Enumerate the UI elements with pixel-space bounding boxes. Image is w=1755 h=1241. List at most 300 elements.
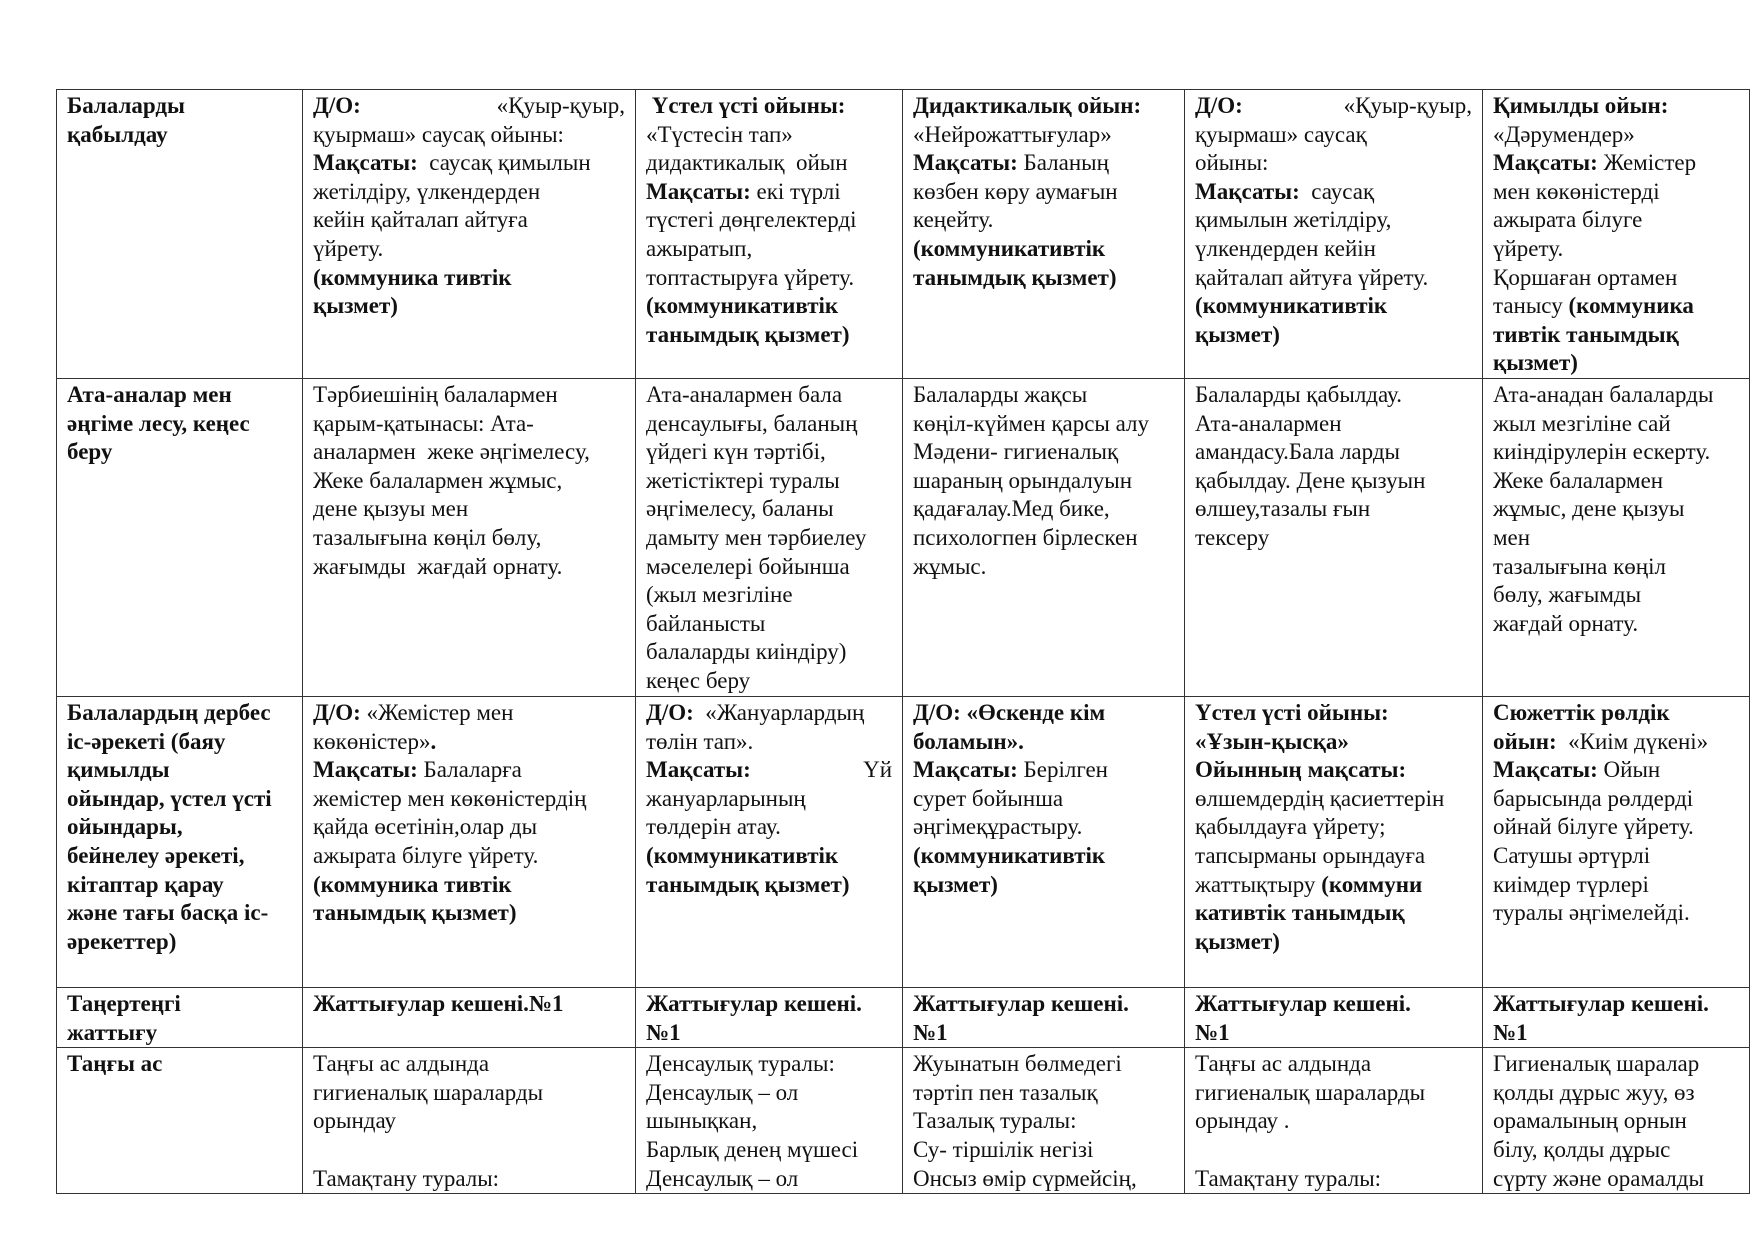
cell-line — [313, 206, 625, 235]
text: Ата-анадан балаларды — [1493, 382, 1714, 407]
table-cell-col-5 — [1483, 379, 1750, 697]
text: жаттықтыру — [1195, 871, 1322, 897]
cell-line — [913, 1050, 1174, 1079]
cell-line — [1493, 1136, 1739, 1165]
cell-line — [913, 1136, 1174, 1165]
cell-line — [1195, 728, 1472, 757]
cell-line — [1195, 178, 1472, 207]
table-cell-col-2 — [636, 379, 903, 697]
cell-line — [313, 871, 625, 900]
row-header-line: Таңғы ас — [67, 1051, 163, 1077]
cell-line — [1493, 149, 1739, 178]
bold-text: танымдық қызмет) — [313, 900, 517, 926]
bold-text: кативтік танымдық — [1195, 900, 1405, 926]
cell-line — [646, 121, 892, 150]
text: «Қуыр-қуыр, — [1242, 93, 1472, 118]
cell-line — [1195, 990, 1472, 1019]
cell-line — [313, 785, 625, 814]
text: Тазалық туралы: — [913, 1108, 1077, 1134]
text: жұмыс. — [913, 553, 987, 579]
cell-line — [1195, 1107, 1472, 1136]
row-header-line: кітаптар қарау — [67, 871, 224, 897]
bold-text: Қимылды ойын: — [1493, 93, 1669, 118]
cell-line — [913, 264, 1174, 293]
cell-line — [913, 553, 1174, 582]
text: жетілдіру, үлкендерден — [313, 178, 541, 204]
bold-text: (коммуникативтік — [913, 842, 1106, 868]
cell-line — [1493, 756, 1739, 785]
text: қуырмаш» саусақ ойыны: — [313, 121, 564, 147]
bold-text: (коммуникативтік — [1195, 293, 1388, 319]
cell-line — [313, 381, 625, 410]
cell-line — [313, 1165, 625, 1194]
text: төлін тап». — [646, 728, 754, 754]
cell-line — [313, 467, 625, 496]
bold-text: қызмет) — [1195, 928, 1280, 954]
text: Жуынатын бөлмедегі — [913, 1051, 1122, 1077]
text: тапсырманы орындауға — [1195, 842, 1426, 868]
cell-line — [313, 92, 625, 121]
text: Балаларды қабылдау. — [1195, 382, 1402, 407]
table-row — [57, 1048, 1750, 1194]
bold-text: Д/О: — [313, 700, 361, 725]
text: Су- тіршілік негізі — [913, 1136, 1094, 1162]
row-header-line: Ата-аналар мен — [67, 382, 232, 407]
text: Қоршаған ортамен — [1493, 264, 1678, 290]
text: қуырмаш» саусақ — [1195, 121, 1367, 147]
text: Тәрбиешінің балалармен — [313, 382, 558, 407]
text: дене қызуы мен — [313, 496, 469, 522]
cell-line — [1195, 928, 1472, 957]
bold-text: танымдық қызмет) — [646, 321, 850, 347]
bold-text: (коммуника — [1568, 293, 1694, 319]
row-header-cell — [57, 379, 303, 697]
cell-line — [646, 149, 892, 178]
bold-text: тивтік танымдық — [1493, 321, 1679, 347]
cell-line — [646, 1107, 892, 1136]
cell-line — [1195, 1050, 1472, 1079]
cell-line — [1493, 92, 1739, 121]
cell-line — [1195, 321, 1472, 350]
text: Онсыз өмір сүрмейсің, — [913, 1165, 1137, 1191]
cell-line — [646, 206, 892, 235]
cell-line — [646, 990, 892, 1019]
text: ажырата білуге — [1493, 207, 1643, 233]
cell-line — [1493, 381, 1739, 410]
text: Денсаулық – ол — [646, 1079, 799, 1105]
bold-text: Мақсаты: — [646, 178, 751, 204]
text: әңгімеқұрастыру. — [913, 814, 1083, 840]
text: Баланың — [1017, 150, 1109, 176]
text: кеңейту. — [913, 207, 994, 233]
text: амандасу.Бала ларды — [1195, 439, 1400, 465]
bold-text: Үстел үсті ойыны: — [646, 93, 846, 118]
cell-line — [913, 524, 1174, 553]
table-cell-col-4 — [1185, 697, 1483, 988]
cell-line — [1195, 264, 1472, 293]
text: бөлу, жағымды — [1493, 582, 1642, 608]
cell-line — [313, 524, 625, 553]
text: шараның орындалуын — [913, 467, 1133, 493]
cell-line — [1195, 235, 1472, 264]
cell-line — [646, 638, 892, 667]
text: қабылдауға үйрету; — [1195, 814, 1386, 840]
table-cell-col-3 — [903, 1048, 1185, 1194]
text: қайталап айтуға үйрету. — [1195, 264, 1429, 290]
text: үйдегі күн тәртібі, — [646, 439, 826, 465]
bold-text: қызмет) — [913, 871, 998, 897]
bold-text: ойын: — [1493, 728, 1557, 754]
bold-text: (коммуни — [1321, 871, 1423, 897]
text: «Киім дүкені» — [1556, 728, 1709, 754]
table-cell-col-4 — [1185, 90, 1483, 379]
text: «Түстесін тап» — [646, 121, 793, 147]
cell-line — [913, 1165, 1174, 1194]
text: қимылын жетілдіру, — [1195, 207, 1392, 233]
text: саусақ қимылын — [417, 150, 591, 176]
bold-text: қызмет) — [1493, 350, 1578, 376]
row-header-line: әңгіме лесу, кеңес — [67, 410, 250, 436]
cell-line — [313, 149, 625, 178]
text: ойыны: — [1195, 150, 1269, 176]
cell-line — [313, 410, 625, 439]
bold-text: Мақсаты: — [646, 757, 751, 783]
cell-line — [913, 121, 1174, 150]
text: шынықкан, — [646, 1108, 758, 1134]
text: дидактикалық ойын — [646, 150, 848, 176]
text: Сатушы әртүрлі — [1493, 842, 1651, 868]
text: гигиеналық шараларды — [1195, 1079, 1426, 1105]
cell-line — [1493, 264, 1739, 293]
text: барысында рөлдерді — [1493, 785, 1694, 811]
text: жыл мезгіліне сай — [1493, 410, 1671, 436]
row-header-cell — [57, 90, 303, 379]
cell-line — [313, 813, 625, 842]
row-header-cell — [57, 1048, 303, 1194]
text: Балаларды жақсы — [913, 382, 1088, 407]
row-header-line: қабылдау — [67, 121, 168, 147]
text: туралы әңгімелейді. — [1493, 900, 1690, 926]
cell-line — [313, 899, 625, 928]
text: Ойын — [1597, 757, 1661, 783]
cell-line — [1493, 438, 1739, 467]
bold-text: Д/О: — [313, 93, 361, 118]
cell-line — [313, 1050, 625, 1079]
cell-line — [913, 728, 1174, 757]
text: қадағалау.Мед бике, — [913, 496, 1110, 522]
cell-line — [1493, 553, 1739, 582]
cell-line — [313, 292, 625, 321]
cell-line — [646, 1165, 892, 1194]
cell-line — [913, 1019, 1174, 1048]
cell-line — [1493, 1079, 1739, 1108]
table-cell-col-2 — [636, 90, 903, 379]
text: қолды дұрыс жуу, өз — [1493, 1079, 1695, 1105]
cell-line — [313, 438, 625, 467]
cell-line — [646, 1050, 892, 1079]
cell-line — [313, 1136, 625, 1165]
row-header-line: Балалардың дербес — [67, 700, 271, 725]
cell-line — [1493, 206, 1739, 235]
text: қайда өсетінін,олар ды — [313, 814, 538, 840]
cell-line — [646, 92, 892, 121]
text: тазалығына көңіл — [1493, 553, 1666, 579]
cell-line — [313, 1107, 625, 1136]
text: кеңес беру — [646, 667, 751, 693]
bold-text: №1 — [1195, 1019, 1230, 1045]
cell-line — [313, 235, 625, 264]
cell-line — [1195, 206, 1472, 235]
cell-line — [1195, 438, 1472, 467]
bold-text: Мақсаты: — [1493, 150, 1598, 176]
row-header-line: және тағы басқа іс- — [67, 900, 269, 926]
text: әңгімелесу, баланы — [646, 496, 834, 522]
cell-line — [313, 699, 625, 728]
bold-text: Мақсаты: — [1493, 757, 1598, 783]
row-header-line: беру — [67, 439, 113, 465]
daily-plan-table — [56, 89, 1750, 1194]
text: жануарларының — [646, 785, 806, 811]
bold-text: (коммуника тивтік — [313, 264, 512, 290]
table-cell-col-1 — [303, 90, 636, 379]
text: сүрту және орамалды — [1493, 1165, 1704, 1191]
text: үйрету. — [1493, 235, 1564, 261]
row-header-line: ойындар, үстел үсті — [67, 785, 272, 811]
cell-line — [1493, 785, 1739, 814]
bold-text: танымдық қызмет) — [646, 871, 850, 897]
cell-line — [913, 178, 1174, 207]
cell-line — [913, 410, 1174, 439]
cell-line — [1195, 813, 1472, 842]
text: мен — [1493, 524, 1531, 550]
bold-text: Мақсаты: — [313, 757, 418, 783]
cell-line — [1493, 990, 1739, 1019]
bold-text: Дидактикалық ойын: — [913, 93, 1142, 118]
bold-text: боламын». — [913, 728, 1024, 754]
text: балаларды киіндіру) — [646, 639, 847, 665]
text: психологпен бірлескен — [913, 524, 1138, 550]
text: жұмыс, дене қызуы — [1493, 496, 1685, 522]
text: «Нейрожаттығулар» — [913, 121, 1112, 147]
bold-text: (коммуникативтік — [646, 293, 839, 319]
text: киімдер түрлері — [1493, 871, 1649, 897]
text: Таңғы ас алдында — [313, 1051, 490, 1077]
text: денсаулығы, баланың — [646, 410, 858, 436]
bold-text: Мақсаты: — [913, 757, 1018, 783]
text: гигиеналық шараларды — [313, 1079, 544, 1105]
text: түстегі дөңгелектерді — [646, 207, 857, 233]
bold-text: Жаттығулар кешені. — [913, 991, 1129, 1016]
text: жағдай орнату. — [1493, 610, 1639, 636]
bold-text: №1 — [646, 1019, 681, 1045]
cell-line — [1195, 756, 1472, 785]
text: жемістер мен көкөністердің — [313, 785, 587, 811]
cell-line — [1493, 321, 1739, 350]
cell-line — [1195, 1165, 1472, 1194]
cell-line — [313, 264, 625, 293]
cell-line — [1195, 699, 1472, 728]
bold-text: Сюжеттік рөлдік — [1493, 700, 1670, 725]
cell-line — [646, 785, 892, 814]
text: кейін қайталап айтуға — [313, 207, 528, 233]
text: үлкендерден кейін — [1195, 235, 1376, 261]
cell-line — [313, 495, 625, 524]
cell-line — [1493, 842, 1739, 871]
cell-line — [1195, 410, 1472, 439]
text: ойнай білуге үйрету. — [1493, 814, 1694, 840]
table-cell-col-3 — [903, 697, 1185, 988]
cell-line — [913, 990, 1174, 1019]
text: Жемістер — [1597, 150, 1697, 176]
cell-line — [1493, 871, 1739, 900]
table-cell-col-2 — [636, 988, 903, 1048]
row-header-cell — [57, 697, 303, 988]
text: ажыратып, — [646, 235, 753, 261]
cell-line — [1493, 699, 1739, 728]
cell-line — [313, 990, 625, 1019]
bold-text: Үстел үсті ойыны: — [1195, 700, 1389, 725]
text: киіндірулерін ескерту. — [1493, 439, 1711, 465]
cell-line — [913, 785, 1174, 814]
cell-line — [1195, 495, 1472, 524]
cell-line — [1493, 899, 1739, 928]
text: Жеке балалармен жұмыс, — [313, 467, 563, 493]
cell-line — [1195, 785, 1472, 814]
text: Ата-аналармен — [1195, 410, 1342, 436]
cell-line — [1195, 842, 1472, 871]
bold-text: (коммуникативтік — [913, 235, 1106, 261]
cell-line — [913, 842, 1174, 871]
cell-line — [913, 495, 1174, 524]
text: мәселелері бойынша — [646, 553, 850, 579]
cell-line — [646, 871, 892, 900]
cell-line — [646, 524, 892, 553]
text: Берілген — [1017, 757, 1108, 783]
text: орамалының орнын — [1493, 1108, 1687, 1134]
cell-line — [1195, 871, 1472, 900]
cell-line — [646, 321, 892, 350]
cell-line — [913, 92, 1174, 121]
table-row — [57, 90, 1750, 379]
cell-line — [1493, 610, 1739, 639]
text: үйрету. — [313, 235, 384, 261]
text: тазалығына көңіл бөлу, — [313, 524, 542, 550]
text: ажырата білуге үйрету. — [313, 842, 539, 868]
row-header-line: қимылды — [67, 757, 170, 783]
text: Гигиеналық шаралар — [1493, 1051, 1700, 1077]
text — [1195, 1137, 1201, 1162]
cell-line — [913, 235, 1174, 264]
bold-text: (коммуника тивтік — [313, 871, 512, 897]
row-header-line: бейнелеу әрекеті, — [67, 842, 245, 868]
bold-text: Д/О: — [1195, 93, 1243, 118]
text: көңіл-күймен қарсы алу — [913, 410, 1149, 436]
table-row — [57, 988, 1750, 1048]
cell-line — [1493, 292, 1739, 321]
table-cell-col-4 — [1185, 379, 1483, 697]
text: саусақ — [1299, 178, 1375, 204]
bold-text: Мақсаты: — [313, 150, 418, 176]
cell-line — [913, 699, 1174, 728]
bold-text: Жаттығулар кешені.№1 — [313, 991, 564, 1016]
text — [313, 1137, 319, 1162]
cell-line — [1195, 121, 1472, 150]
bold-text: Мақсаты: — [1195, 178, 1300, 204]
table-cell-col-2 — [636, 697, 903, 988]
text: тәртіп пен тазалық — [913, 1079, 1098, 1105]
text: жағымды жағдай орнату. — [313, 553, 563, 579]
row-header-line: ойындары, — [67, 814, 183, 840]
cell-line — [1493, 121, 1739, 150]
table-cell-col-5 — [1483, 697, 1750, 988]
text: қабылдау. Дене қызуын — [1195, 467, 1426, 493]
cell-line — [646, 1136, 892, 1165]
bold-text: Д/О: «Өскенде кім — [913, 700, 1106, 725]
cell-line — [1195, 1079, 1472, 1108]
text: Денсаулық – ол — [646, 1165, 799, 1191]
table-cell-col-5 — [1483, 1048, 1750, 1194]
cell-line — [1493, 1165, 1739, 1194]
cell-line — [1493, 235, 1739, 264]
cell-line — [646, 728, 892, 757]
cell-line — [313, 553, 625, 582]
text: Үй — [750, 757, 892, 783]
cell-line — [1195, 1136, 1472, 1165]
bold-text: (коммуникативтік — [646, 842, 839, 868]
cell-line — [646, 699, 892, 728]
cell-line — [1195, 92, 1472, 121]
cell-line — [913, 813, 1174, 842]
cell-line — [646, 235, 892, 264]
bold-text: Ойынның мақсаты: — [1195, 757, 1407, 783]
table-cell-col-3 — [903, 379, 1185, 697]
table-row — [57, 697, 1750, 988]
cell-line — [313, 842, 625, 871]
cell-line — [646, 553, 892, 582]
text: Барлық денең мүшесі — [646, 1136, 859, 1162]
cell-line — [646, 495, 892, 524]
text: Тамақтану туралы: — [1195, 1165, 1382, 1191]
cell-line — [1195, 149, 1472, 178]
cell-line — [1195, 524, 1472, 553]
cell-line — [646, 178, 892, 207]
cell-line — [913, 756, 1174, 785]
cell-line — [913, 381, 1174, 410]
bold-text: Мақсаты: — [913, 150, 1018, 176]
text: қарым-қатынасы: Ата- — [313, 410, 534, 436]
table-row — [57, 379, 1750, 697]
cell-line — [646, 467, 892, 496]
text: Ата-аналармен бала — [646, 382, 843, 407]
table-cell-col-5 — [1483, 90, 1750, 379]
row-header-cell — [57, 988, 303, 1048]
row-header-line: іс-әрекеті (баяу — [67, 728, 226, 754]
cell-line — [313, 1079, 625, 1108]
cell-line — [1195, 899, 1472, 928]
text: жетістіктері туралы — [646, 467, 840, 493]
cell-line — [646, 756, 892, 785]
cell-line — [1493, 467, 1739, 496]
bold-text: №1 — [913, 1019, 948, 1045]
text: дамыту мен тәрбиелеу — [646, 524, 867, 550]
cell-line — [1493, 581, 1739, 610]
cell-line — [913, 1079, 1174, 1108]
text: білу, қолды дұрыс — [1493, 1136, 1671, 1162]
row-header-line: жаттығу — [67, 1019, 158, 1045]
cell-line — [313, 728, 625, 757]
cell-line — [1493, 1050, 1739, 1079]
cell-line — [1493, 1019, 1739, 1048]
